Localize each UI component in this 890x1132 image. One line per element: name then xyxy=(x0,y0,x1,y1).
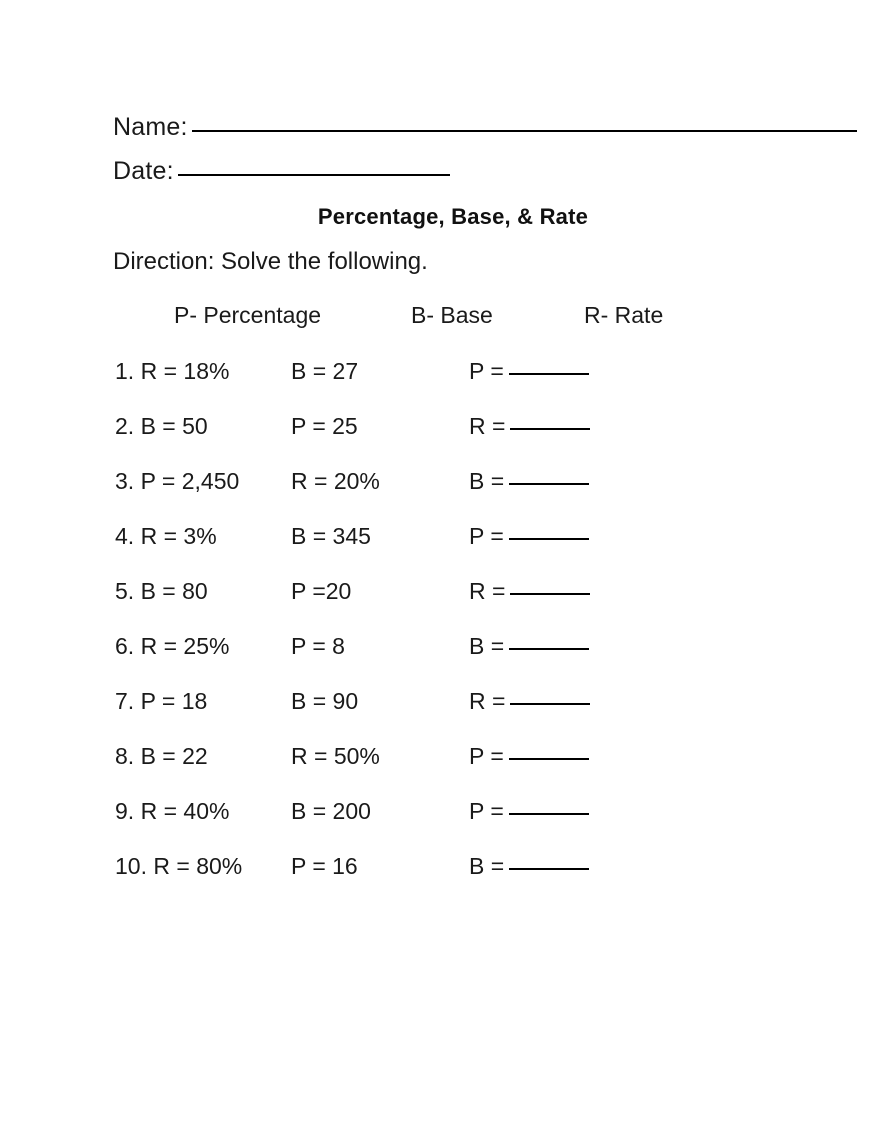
problem-row xyxy=(0,413,890,468)
answer-blank-line[interactable] xyxy=(509,868,589,870)
problem-number: 1. xyxy=(115,358,135,384)
answer-prompt-label: B = xyxy=(469,468,505,494)
problem-given-first xyxy=(115,468,239,494)
problem-answer-cell xyxy=(469,853,589,879)
given-value-first: R = 3% xyxy=(140,523,217,549)
problem-given-second: P = 8 xyxy=(291,633,345,659)
answer-blank-line[interactable] xyxy=(509,373,589,375)
problem-given-first xyxy=(115,413,208,439)
direction-text: Direction: Solve the following. xyxy=(113,248,428,275)
problem-number: 4. xyxy=(115,523,135,549)
problem-number: 5. xyxy=(115,578,135,604)
problem-given-second: B = 90 xyxy=(291,688,359,714)
problem-number: 6. xyxy=(115,633,135,659)
problem-row xyxy=(0,853,890,908)
name-label: Name: xyxy=(113,113,188,141)
problem-row xyxy=(0,523,890,578)
given-value-first: B = 50 xyxy=(140,413,208,439)
problem-given-second: B = 27 xyxy=(291,358,359,384)
problem-number: 9. xyxy=(115,798,135,824)
problems-list xyxy=(0,358,890,908)
problem-answer-cell xyxy=(469,743,589,769)
problem-row xyxy=(0,688,890,743)
problem-answer-cell xyxy=(469,468,589,494)
problem-given-second: B = 345 xyxy=(291,523,371,549)
answer-prompt-label: P = xyxy=(469,798,504,824)
problem-answer-cell xyxy=(469,523,589,549)
legend-percentage: P- Percentage xyxy=(174,302,322,328)
problem-given-second: R = 20% xyxy=(291,468,380,494)
answer-blank-line[interactable] xyxy=(510,703,590,705)
answer-blank-line[interactable] xyxy=(509,483,589,485)
legend-rate: R- Rate xyxy=(584,302,664,328)
problem-row xyxy=(0,743,890,798)
problem-answer-cell xyxy=(469,413,590,439)
problem-answer-cell xyxy=(469,798,589,824)
problem-given-second: P = 25 xyxy=(291,413,358,439)
answer-prompt-label: R = xyxy=(469,578,506,604)
problem-given-first xyxy=(115,523,217,549)
problem-row xyxy=(0,798,890,853)
given-value-first: R = 80% xyxy=(153,853,243,879)
problem-given-second: P =20 xyxy=(291,578,352,604)
answer-blank-line[interactable] xyxy=(509,648,589,650)
answer-blank-line[interactable] xyxy=(510,593,590,595)
problem-answer-cell xyxy=(469,358,589,384)
problem-given-first xyxy=(115,798,229,824)
date-write-in-line[interactable] xyxy=(178,174,450,176)
page-title: Percentage, Base, & Rate xyxy=(317,204,589,229)
problem-given-first xyxy=(115,633,229,659)
problem-row xyxy=(0,578,890,633)
given-value-first: R = 25% xyxy=(140,633,230,659)
problem-answer-cell xyxy=(469,633,589,659)
problem-number: 3. xyxy=(115,468,135,494)
answer-prompt-label: P = xyxy=(469,358,504,384)
problem-answer-cell xyxy=(469,578,590,604)
name-field-row xyxy=(113,113,857,142)
problem-row xyxy=(0,358,890,413)
answer-blank-line[interactable] xyxy=(510,428,590,430)
problem-row xyxy=(0,633,890,688)
problem-number: 8. xyxy=(115,743,135,769)
problem-given-first xyxy=(115,853,242,879)
problem-number: 10. xyxy=(115,853,147,879)
answer-blank-line[interactable] xyxy=(509,758,589,760)
answer-prompt-label: P = xyxy=(469,743,504,769)
problem-given-first xyxy=(115,358,229,384)
given-value-first: R = 40% xyxy=(140,798,230,824)
answer-prompt-label: B = xyxy=(469,633,505,659)
given-value-first: P = 2,450 xyxy=(140,468,240,494)
answer-prompt-label: P = xyxy=(469,523,504,549)
answer-blank-line[interactable] xyxy=(509,538,589,540)
problem-answer-cell xyxy=(469,688,590,714)
problem-given-second: R = 50% xyxy=(291,743,380,769)
problem-given-first xyxy=(115,743,208,769)
given-value-first: P = 18 xyxy=(140,688,208,714)
answer-prompt-label: R = xyxy=(469,688,506,714)
legend-base: B- Base xyxy=(411,302,493,328)
problem-number: 2. xyxy=(115,413,135,439)
name-write-in-line[interactable] xyxy=(192,130,857,132)
answer-blank-line[interactable] xyxy=(509,813,589,815)
given-value-first: B = 22 xyxy=(140,743,208,769)
problem-number: 7. xyxy=(115,688,135,714)
date-label: Date: xyxy=(113,157,174,185)
answer-prompt-label: R = xyxy=(469,413,506,439)
answer-prompt-label: B = xyxy=(469,853,505,879)
problem-given-first xyxy=(115,578,208,604)
problem-given-second: P = 16 xyxy=(291,853,358,879)
given-value-first: R = 18% xyxy=(140,358,230,384)
problem-given-first xyxy=(115,688,207,714)
given-value-first: B = 80 xyxy=(140,578,208,604)
problem-row xyxy=(0,468,890,523)
date-field-row xyxy=(113,157,450,186)
problem-given-second: B = 200 xyxy=(291,798,371,824)
